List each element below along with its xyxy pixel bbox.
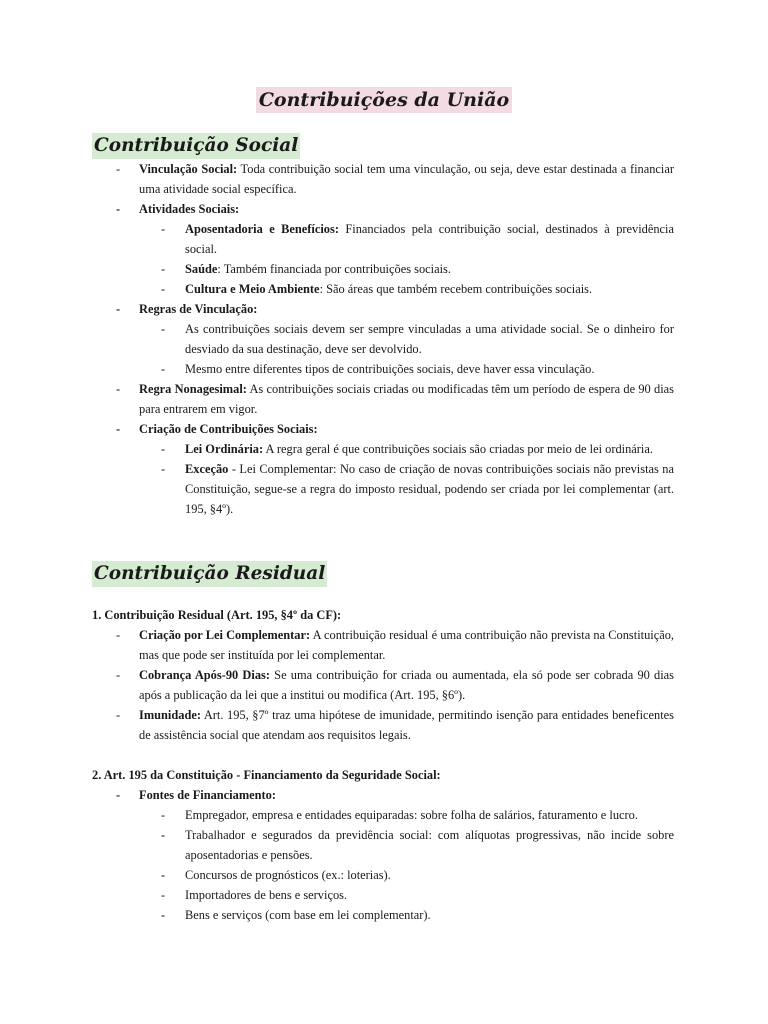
bullet-dash: - — [161, 322, 166, 336]
list-item — [92, 299, 674, 319]
item-text: Financiados pela contribuição social, destinados à previdência social. — [185, 222, 675, 256]
section-heading-contribuicao-social: Contribuição Social — [92, 133, 300, 159]
item-text: Mesmo entre diferentes tipos de contribuições sociais, deve haver essa vinculação. — [185, 362, 595, 376]
item-label: Imunidade: — [139, 708, 201, 722]
list-item — [92, 319, 674, 359]
bullet-dash: - — [161, 888, 166, 902]
item-text: Art. 195, §7º traz uma hipótese de imunidade, permitindo isenção para entidades beneficentes de assistência social que atendam aos requisitos legais. — [139, 708, 674, 742]
item-label: Regra Nonagesimal: — [139, 382, 247, 396]
numbered-heading: 2. Art. 195 da Constituição - Financiamento da Seguridade Social: — [92, 768, 441, 782]
section-heading-contribuicao-residual: Contribuição Residual — [92, 561, 327, 587]
item-label: Fontes de Financiamento: — [139, 788, 276, 802]
list-item — [92, 825, 674, 865]
item-text: Se uma contribuição for criada ou aumentada, ela só pode ser cobrada 90 dias após a publicação da lei que a institui ou modifica (Art. 195, §6º). — [139, 668, 675, 702]
bullet-dash: - — [116, 302, 121, 316]
bullet-dash: - — [161, 282, 166, 296]
bullet-dash: - — [161, 442, 166, 456]
list-item — [92, 665, 674, 705]
bullet-dash: - — [161, 362, 166, 376]
list-item — [92, 439, 674, 459]
bullet-dash: - — [116, 708, 121, 722]
item-text: A regra geral é que contribuições sociais são criadas por meio de lei ordinária. — [263, 442, 653, 456]
item-text: Bens e serviços (com base em lei complementar). — [185, 908, 431, 922]
bullet-dash: - — [116, 422, 121, 436]
item-text: As contribuições sociais criadas ou modificadas têm um período de espera de 90 dias para entrarem em vigor. — [139, 382, 674, 416]
list-item — [92, 805, 674, 825]
item-label: Regras de Vinculação: — [139, 302, 258, 316]
bullet-dash: - — [161, 222, 166, 236]
list-item — [92, 379, 674, 419]
list-item — [92, 785, 674, 805]
document-title: Contribuições da União — [256, 87, 512, 113]
item-text: : São áreas que também recebem contribuições sociais. — [319, 282, 593, 296]
item-text: Concursos de prognósticos (ex.: loterias). — [185, 868, 391, 882]
bullet-dash: - — [116, 668, 121, 682]
list-item — [92, 459, 674, 519]
bullet-dash: - — [161, 462, 166, 476]
section-contribuicao-social-list — [92, 159, 674, 519]
item-label: Criação de Contribuições Sociais: — [139, 422, 318, 436]
list-item — [92, 199, 674, 219]
item-label: Vinculação Social: — [139, 162, 238, 176]
bullet-dash: - — [116, 628, 121, 642]
bullet-dash: - — [116, 202, 121, 216]
item-text: : Também financiada por contribuições sociais. — [217, 262, 451, 276]
bullet-dash: - — [161, 828, 166, 842]
list-item — [92, 259, 674, 279]
item-text: - Lei Complementar: No caso de criação de novas contribuições sociais não previstas na Constituição, segue-se a regra do imposto residual, podendo ser criada por lei complementar (art. 195, §4º). — [185, 462, 674, 516]
list-item — [92, 865, 674, 885]
item-text: A contribuição residual é uma contribuição não prevista na Constituição, mas que pode ser instituída por lei complementar. — [139, 628, 675, 662]
item-text: Trabalhador e segurados da previdência social: com alíquotas progressivas, não incide sobre aposentadorias e pensões. — [185, 828, 674, 862]
item-label: Saúde — [185, 262, 218, 276]
section-contribuicao-residual-list — [92, 605, 674, 925]
list-item — [92, 279, 674, 299]
bullet-dash: - — [161, 262, 166, 276]
item-label: Aposentadoria e Benefícios: — [185, 222, 339, 236]
spacer — [92, 745, 674, 765]
list-item — [92, 219, 674, 259]
list-item — [92, 905, 674, 925]
bullet-dash: - — [161, 908, 166, 922]
bullet-dash: - — [161, 808, 166, 822]
item-label: Cobrança Após-90 Dias: — [139, 668, 270, 682]
list-item — [92, 159, 674, 199]
list-item — [92, 885, 674, 905]
bullet-dash: - — [161, 868, 166, 882]
list-item — [92, 625, 674, 665]
item-label: Cultura e Meio Ambiente — [185, 282, 320, 296]
list-item — [92, 359, 674, 379]
item-label: Exceção — [185, 462, 229, 476]
bullet-dash: - — [116, 788, 121, 802]
item-text: As contribuições sociais devem ser sempre vinculadas a uma atividade social. Se o dinheiro for desviado da sua destinação, deve ser devolvido. — [185, 322, 674, 356]
title-wrapper — [0, 87, 768, 113]
numbered-heading: 1. Contribuição Residual (Art. 195, §4º da CF): — [92, 608, 342, 622]
list-item — [92, 705, 674, 745]
bullet-dash: - — [116, 162, 121, 176]
item-text: Importadores de bens e serviços. — [185, 888, 348, 902]
item-label: Atividades Sociais: — [139, 202, 240, 216]
item-text: Toda contribuição social tem uma vinculação, ou seja, deve estar destinada a financiar uma atividade social específica. — [139, 162, 674, 196]
item-text: Empregador, empresa e entidades equiparadas: sobre folha de salários, faturamento e lucro. — [185, 808, 638, 822]
item-label: Lei Ordinária: — [185, 442, 264, 456]
bullet-dash: - — [116, 382, 121, 396]
item-label: Criação por Lei Complementar: — [139, 628, 311, 642]
list-item — [92, 419, 674, 439]
